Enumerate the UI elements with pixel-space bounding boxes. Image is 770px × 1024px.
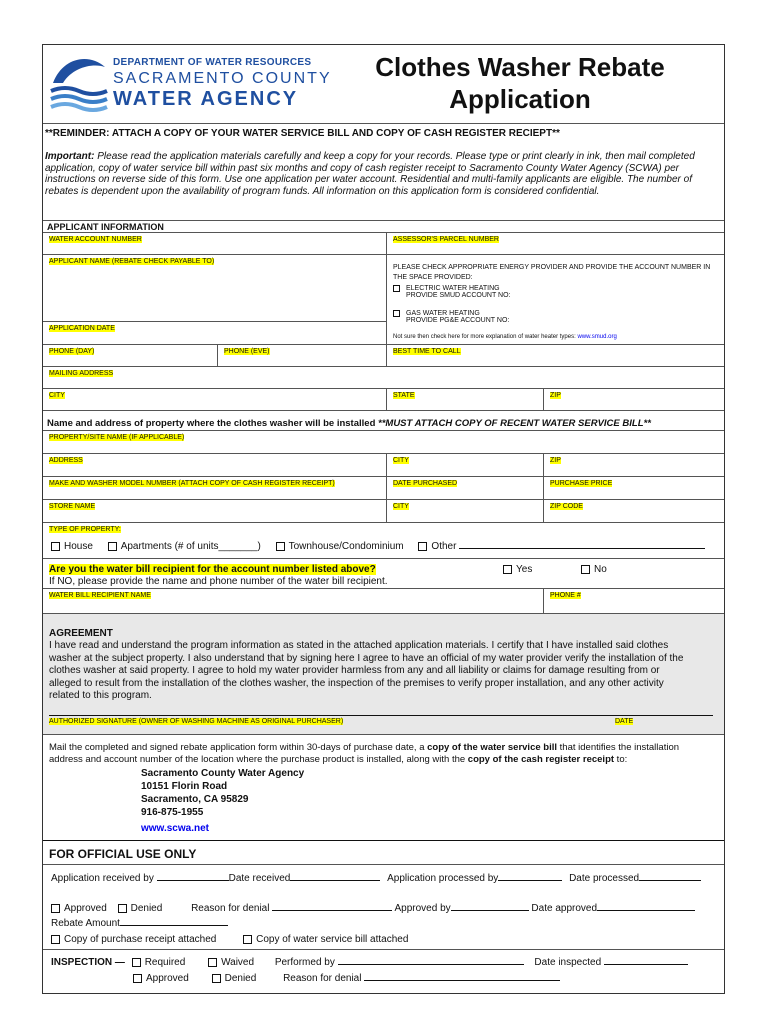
zip-label: ZIP <box>550 392 561 399</box>
address-row <box>43 453 724 477</box>
denied-check[interactable]: Denied <box>118 903 163 914</box>
price-label: PURCHASE PRICE <box>550 480 613 487</box>
property-heading: Name and address of property where the clothes washer will be installed **MUST ATTACH COPY OF RECENT WATER SERVICE BILL** <box>47 418 651 429</box>
form-title: Clothes Washer Rebate Application <box>375 52 665 114</box>
mailing-label: MAILING ADDRESS <box>49 370 114 377</box>
recipient-no[interactable]: No <box>581 564 607 575</box>
official-line-1: Application received by Date received Application processed by Date processed <box>51 873 701 884</box>
property-type-row <box>43 522 724 559</box>
insp-approved-check[interactable]: Approved <box>133 973 189 984</box>
recipient-name-label: WATER BILL RECIPIENT NAME <box>49 592 151 599</box>
app-date-row <box>43 321 386 345</box>
agreement-block <box>43 613 724 735</box>
store-city-label: CITY <box>393 503 409 510</box>
if-no-text: If NO, please provide the name and phone number of the water bill recipient. <box>49 576 388 587</box>
recipient-phone-label: PHONE # <box>550 592 581 599</box>
date-purchased-label: DATE PURCHASED <box>393 480 458 487</box>
agency-name: WATER AGENCY <box>113 88 299 110</box>
insp-denied-check[interactable]: Denied <box>212 973 257 984</box>
phone-row <box>43 344 724 367</box>
inspection-line-2: Approved Denied Reason for denial <box>51 973 560 984</box>
site-name-label: PROPERTY/SITE NAME (IF APPLICABLE) <box>49 434 185 441</box>
signature-line[interactable] <box>49 715 713 716</box>
city-row <box>43 388 724 411</box>
state-label: STATE <box>393 392 415 399</box>
phone-eve-label: PHONE (EVE) <box>224 348 270 355</box>
property-type-options <box>51 541 705 552</box>
reminder-row <box>43 123 724 152</box>
agreement-text: I have read and understand the program information as stated in the attached application materials. I certify that I have installed said clothes washer at the subject property. I also understand that by signing here I agree to have an official of my water provider verify the installation of the clothes washer at said property. I agree to hold my water provider harmless from any and all liability or claims for damage resulting from or alleged to result from the installation of the clothes washer, the inspection of the premises to verify proper installation, and any other activity related to this program. <box>49 640 684 701</box>
other-option[interactable]: Other <box>418 541 456 552</box>
rebate-form <box>42 44 725 994</box>
signature-label: AUTHORIZED SIGNATURE (OWNER OF WASHING MACHINE AS ORIGINAL PURCHASER) <box>49 718 344 725</box>
waived-check[interactable]: Waived <box>208 957 254 968</box>
agreement-date-label: DATE <box>615 718 634 725</box>
official-block <box>43 840 724 996</box>
prop-zip-label: ZIP <box>550 457 561 464</box>
house-option[interactable]: House <box>51 541 93 552</box>
water-wave-icon <box>49 53 109 115</box>
county-name: SACRAMENTO COUNTY <box>113 70 332 87</box>
site-name-row <box>43 430 724 454</box>
bill-check[interactable]: Copy of water service bill attached <box>243 934 408 945</box>
recipient-yes[interactable]: Yes <box>503 564 532 575</box>
gas-option[interactable]: GAS WATER HEATING PROVIDE PG&E ACCOUNT NO: <box>393 310 509 324</box>
receipt-check[interactable]: Copy of purchase receipt attached <box>51 934 216 945</box>
inspection-line-1: INSPECTION — Required Waived Performed by Date inspected <box>51 957 688 968</box>
app-date-label: APPLICATION DATE <box>49 325 115 332</box>
smud-link[interactable]: www.smud.org <box>577 334 617 340</box>
agency-logo <box>49 53 109 113</box>
recipient-question: Are you the water bill recipient for the account number listed above? <box>49 564 376 575</box>
mailing-row <box>43 366 724 389</box>
reminder-text: **REMINDER: ATTACH A COPY OF YOUR WATER SERVICE BILL AND COPY OF CASH REGISTER RECIEPT** <box>45 128 560 139</box>
store-zip-label: ZIP CODE <box>550 503 583 510</box>
not-sure-text: Not sure then check here for more explanation of water heater types: www.smud.org <box>393 334 617 340</box>
official-heading: FOR OFFICIAL USE ONLY <box>49 847 197 861</box>
store-label: STORE NAME <box>49 503 96 510</box>
applicant-heading: APPLICANT INFORMATION <box>47 222 164 232</box>
type-label: TYPE OF PROPERTY: <box>49 526 121 533</box>
store-row <box>43 499 724 523</box>
mail-instructions: Mail the completed and signed rebate application form within 30-days of purchase date, a copy of the water service bill that identifies the installation address and account number of the location where the purchase product is installed, along with the copy of the cash register receipt to: <box>49 742 680 765</box>
parcel-label: ASSESSOR'S PARCEL NUMBER <box>393 236 499 243</box>
townhouse-option[interactable]: Townhouse/Condominium <box>276 541 404 552</box>
official-line-2: Approved Denied Reason for denial Approved by Date approved <box>51 903 695 914</box>
scwa-link[interactable]: www.scwa.net <box>141 823 209 834</box>
prop-city-label: CITY <box>393 457 409 464</box>
property-heading-row <box>43 410 724 431</box>
mail-address: Sacramento County Water Agency 10151 Florin Road Sacramento, CA 95829 916-875-1955 www.scwa.net <box>141 768 305 834</box>
water-account-label: WATER ACCOUNT NUMBER <box>49 236 142 243</box>
energy-note: PLEASE CHECK APPROPRIATE ENERGY PROVIDER AND PROVIDE THE ACCOUNT NUMBER IN THE SPACE PROVIDED: <box>393 264 711 281</box>
mail-block <box>43 734 724 841</box>
required-check[interactable]: Required <box>132 957 186 968</box>
other-line[interactable] <box>459 548 705 549</box>
apartments-option[interactable]: Apartments (# of units_______) <box>108 541 261 552</box>
agreement-heading: AGREEMENT <box>49 628 113 639</box>
header <box>43 45 724 129</box>
important-block: Important: Please read the application materials carefully and keep a copy for your records. Please type or print clearly in ink, then mail completed application, copy of water service bill within past six months and copy of cash register receipt to Sacramento County Water Agency (SCWA) per instructions on reverse side of this form. Use one application per water account. Residential and multi-family applicants are eligible. The number of rebates is dependent upon the availability of program funds. All information on this application form is considered confidential. <box>45 151 695 197</box>
recipient-row <box>43 558 724 589</box>
recipient-name-row <box>43 588 724 614</box>
account-row <box>43 232 724 255</box>
best-time-label: BEST TIME TO CALL <box>393 348 461 355</box>
approved-check[interactable]: Approved <box>51 903 107 914</box>
city-label: CITY <box>49 392 65 399</box>
electric-option[interactable]: ELECTRIC WATER HEATING PROVIDE SMUD ACCOUNT NO: <box>393 285 511 299</box>
phone-day-label: PHONE (DAY) <box>49 348 95 355</box>
dept-name: DEPARTMENT OF WATER RESOURCES <box>113 57 312 68</box>
address-label: ADDRESS <box>49 457 83 464</box>
applicant-name-label: APPLICANT NAME (REBATE CHECK PAYABLE TO) <box>49 258 215 265</box>
model-row <box>43 476 724 500</box>
official-line-3 <box>51 934 408 945</box>
rebate-amount: Rebate Amount <box>51 918 228 929</box>
make-model-label: MAKE AND WASHER MODEL NUMBER (ATTACH COPY OF CASH REGISTER RECEIPT) <box>49 480 335 487</box>
